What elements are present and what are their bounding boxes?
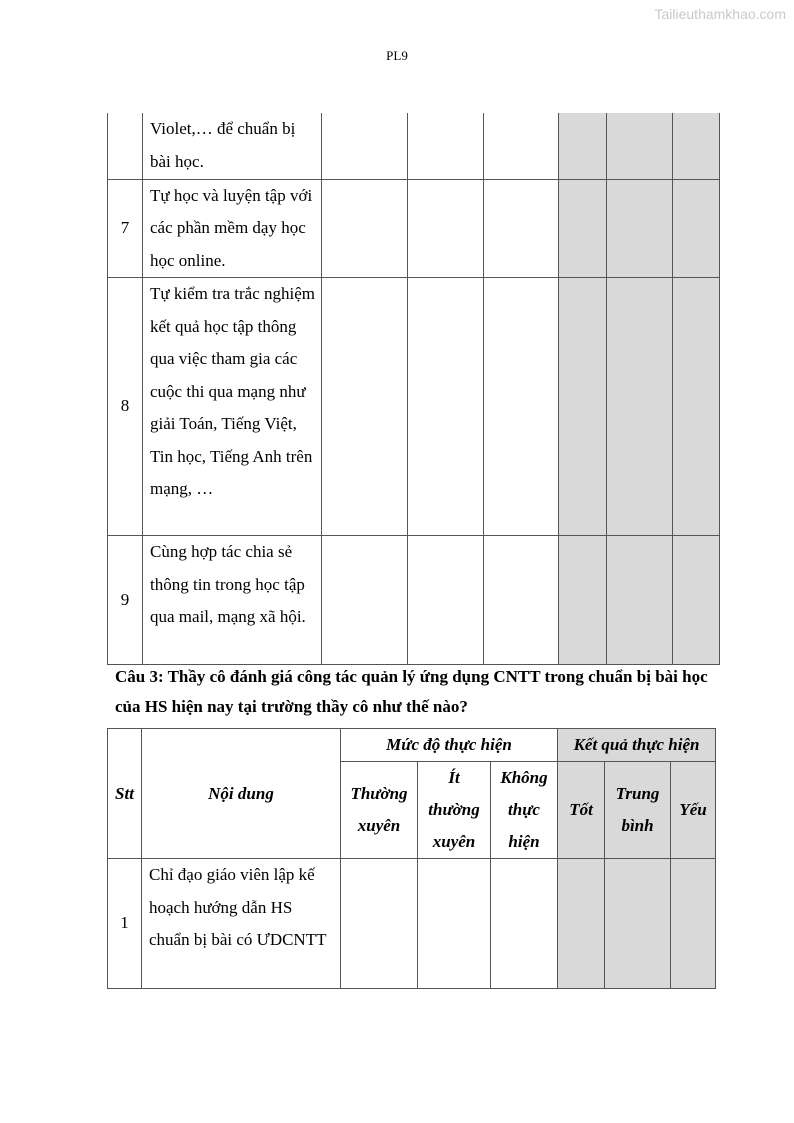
page-number: PL9 — [386, 48, 408, 63]
cell-good — [559, 179, 607, 278]
cell-good — [559, 113, 607, 179]
row-stt — [108, 113, 143, 179]
cell-good — [559, 278, 607, 536]
cell-rarely — [408, 113, 484, 179]
table-row — [108, 278, 720, 536]
table-row — [108, 113, 720, 179]
header-good: Tốt — [558, 762, 605, 859]
cell-never — [484, 179, 559, 278]
cell-often — [322, 278, 408, 536]
row-content: Chỉ đạo giáo viên lập kế hoạch hướng dẫn HS chuẩn bị bài có ƯDCNTT — [142, 859, 341, 989]
cell-often — [341, 859, 418, 989]
cell-average — [607, 179, 673, 278]
cell-good — [558, 859, 605, 989]
header-row — [108, 729, 716, 762]
cell-weak — [671, 859, 716, 989]
header-never: Không thực hiện — [491, 762, 558, 859]
row-stt: 9 — [108, 536, 143, 665]
cell-weak — [673, 536, 720, 665]
header-average: Trung bình — [605, 762, 671, 859]
cell-never — [484, 113, 559, 179]
table-row — [108, 179, 720, 278]
cell-average — [607, 278, 673, 536]
header-stt: Stt — [108, 729, 142, 859]
survey-table-continued — [107, 113, 720, 665]
row-content: Tự học và luyện tập với các phần mềm dạy học học online. — [143, 179, 322, 278]
cell-weak — [673, 278, 720, 536]
cell-never — [484, 278, 559, 536]
cell-never — [491, 859, 558, 989]
cell-rarely — [408, 179, 484, 278]
survey-table-question-3 — [107, 728, 716, 989]
cell-rarely — [408, 536, 484, 665]
cell-often — [322, 536, 408, 665]
row-content: Tự kiểm tra trắc nghiệm kết quả học tập thông qua việc tham gia các cuộc thi qua mạng như giải Toán, Tiếng Việt, Tin học, Tiếng Anh trên mạng, … — [143, 278, 322, 536]
row-stt: 1 — [108, 859, 142, 989]
cell-often — [322, 113, 408, 179]
cell-weak — [673, 179, 720, 278]
row-content: Cùng hợp tác chia sẻ thông tin trong học tập qua mail, mạng xã hội. — [143, 536, 322, 665]
header-content: Nội dung — [142, 729, 341, 859]
cell-average — [605, 859, 671, 989]
row-content: Violet,… để chuẩn bị bài học. — [143, 113, 322, 179]
row-stt: 8 — [108, 278, 143, 536]
cell-average — [607, 536, 673, 665]
question-3: Câu 3: Thầy cô đánh giá công tác quản lý ứng dụng CNTT trong chuẩn bị bài học của HS hiện nay tại trường thầy cô như thế nào? — [115, 667, 708, 716]
watermark: Tailieuthamkhao.com — [654, 6, 786, 22]
cell-never — [484, 536, 559, 665]
cell-often — [322, 179, 408, 278]
cell-weak — [673, 113, 720, 179]
table-row — [108, 859, 716, 989]
cell-rarely — [408, 278, 484, 536]
cell-average — [607, 113, 673, 179]
header-often: Thường xuyên — [341, 762, 418, 859]
header-result-group: Kết quả thực hiện — [558, 729, 716, 762]
table-row — [108, 536, 720, 665]
header-rarely: Ít thường xuyên — [418, 762, 491, 859]
row-stt: 7 — [108, 179, 143, 278]
header-weak: Yếu — [671, 762, 716, 859]
cell-rarely — [418, 859, 491, 989]
cell-good — [559, 536, 607, 665]
header-level-group: Mức độ thực hiện — [341, 729, 558, 762]
